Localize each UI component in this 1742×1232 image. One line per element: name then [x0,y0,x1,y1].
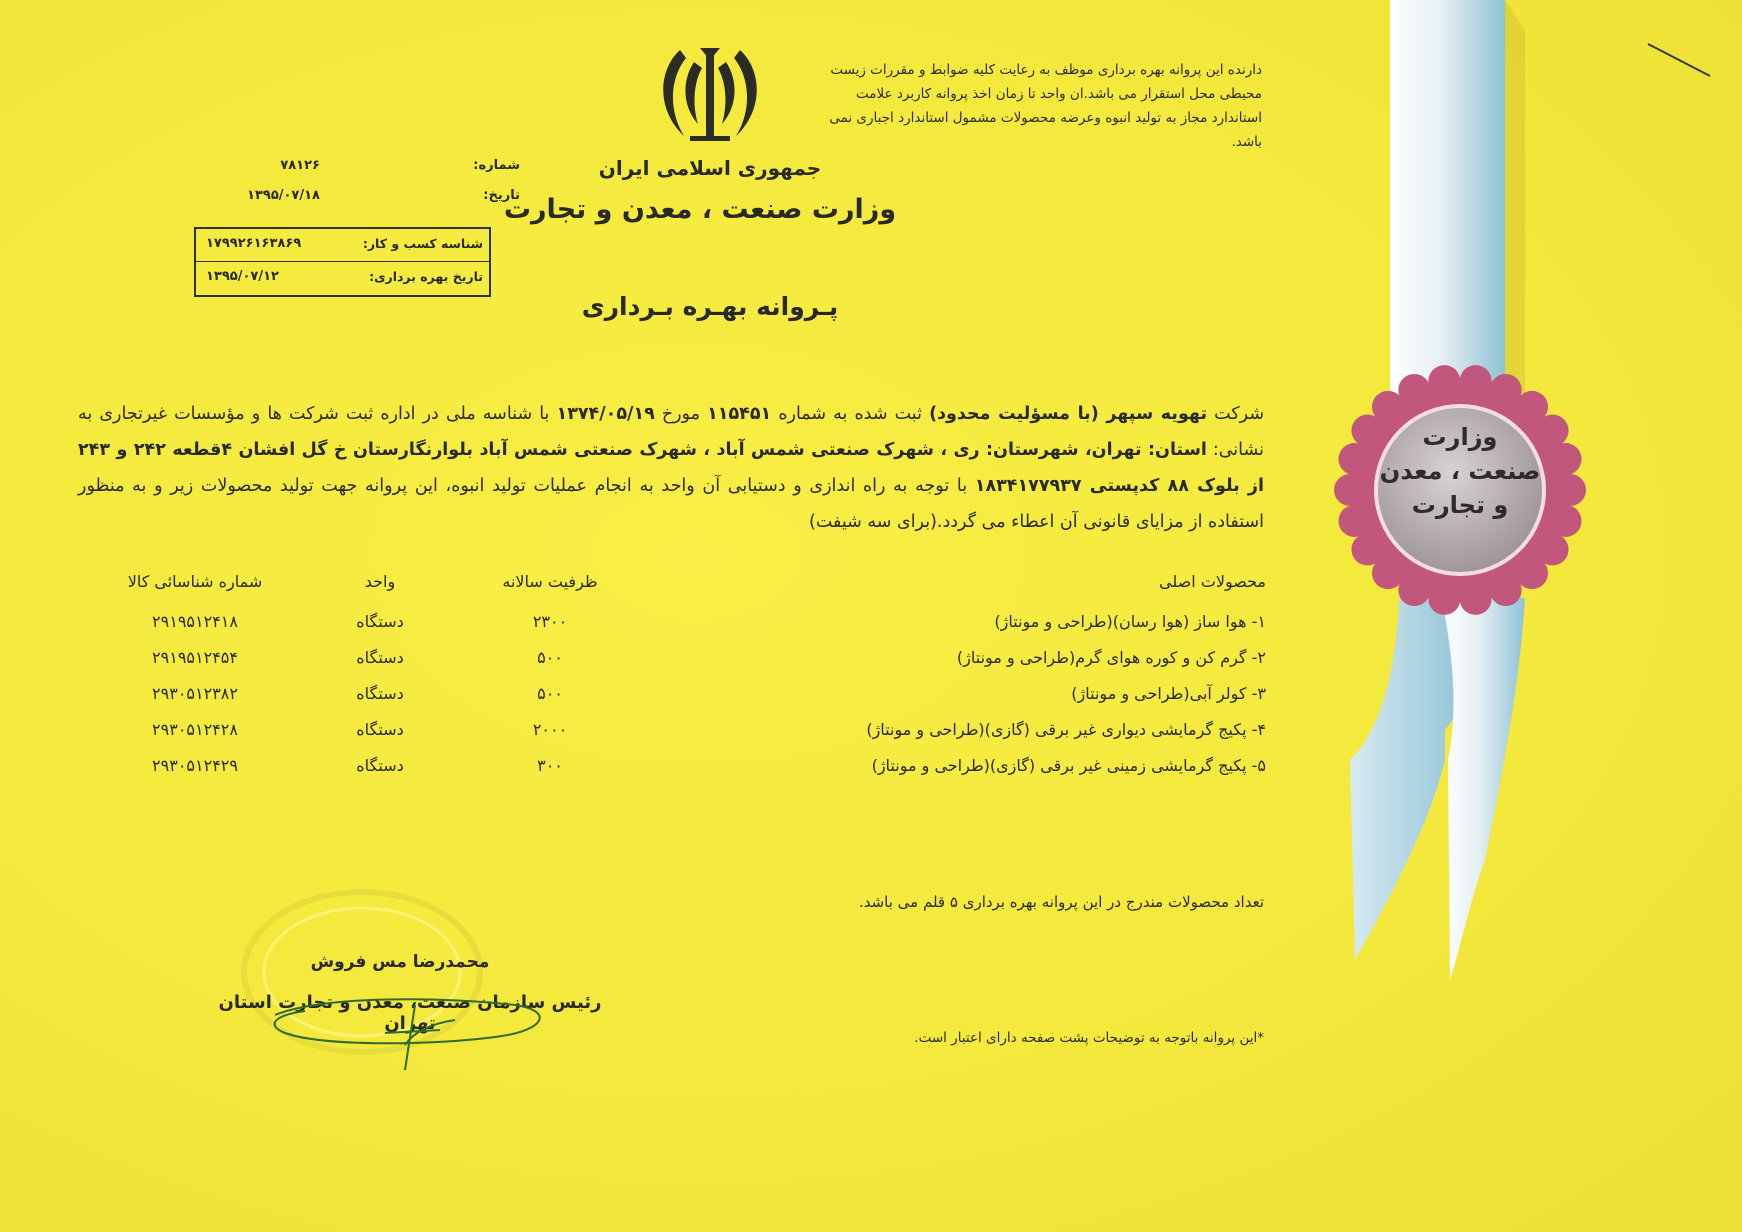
header-code: شماره شناسائی کالا [127,572,263,591]
number-label: شماره: [473,158,520,173]
header-unit: واحد [364,572,396,591]
pen-mark-icon [1640,30,1720,90]
row-capacity: ۲۳۰۰ [532,612,568,631]
row-product: ۳- کولر آبی(طراحی و مونتاژ) [1071,684,1266,703]
number-value: ۷۸۱۲۶ [280,158,320,173]
row-capacity: ۵۰۰ [537,684,563,703]
badge-line-3: و تجارت [1411,491,1509,519]
document-title: پـروانه بهـره بـرداری [581,292,839,321]
operation-date-label: تاریخ بهره برداری: [369,269,483,284]
handwritten-signature [265,975,565,1085]
validity-footnote: *این پروانه باتوجه به توضیحات پشت صفحه دارای اعتبار است. [914,1030,1264,1046]
row-product: ۲- گرم کن و کوره هوای گرم(طراحی و مونتاژ) [956,648,1266,667]
ministry-label: وزارت صنعت ، معدن و تجارت [503,194,897,225]
row-unit: دستگاه [356,612,404,631]
row-unit: دستگاه [356,684,404,703]
row-code: ۲۹۳۰۵۱۲۴۲۹ [152,756,238,775]
table-row [100,648,1266,684]
header-products: محصولات اصلی [1159,572,1266,591]
signatory-name: محمدرضا مس فروش [310,952,490,972]
row-capacity: ۳۰۰ [537,756,563,775]
row-unit: دستگاه [356,720,404,739]
badge-line-2: صنعت ، معدن [1379,457,1541,485]
badge-line-1: وزارت [1422,423,1498,451]
row-product: ۱- هوا ساز (هوا رسان)(طراحی و مونتاژ) [994,612,1266,631]
iran-emblem-icon [650,40,770,150]
row-code: ۲۹۱۹۵۱۲۴۵۴ [152,648,238,667]
license-body-text: شرکت تهویه سپهر (با مسؤلیت محدود) ثبت شده به شماره ۱۱۵۴۵۱ مورخ ۱۳۷۴/۰۵/۱۹ با شناسه ملی در اداره ثبت شرکت ها و مؤسسات غیرتجاری به نشانی: استان: تهران، شهرستان: ری ، شهرک صنعتی شمس آباد ، شهرک صنعتی شمس آباد بلوارنگارستان خ گل افشان ۴قطعه ۲۴۲ و ۲۴۳ از بلوک ۸۸ کدپستی ۱۸۳۴۱۷۷۹۳۷ با توجه به راه اندازی و دستیابی آن واحد به انجام عملیات تولید انبوه، این پروانه جهت تولید محصولات زیر و به منظور استفاده از مزایای قانونی آن اعطاء می گردد.(برای سه شیفت) [78,404,1264,532]
row-product: ۵- پکیج گرمایشی زمینی غیر برقی (گازی)(طراحی و مونتاژ) [871,756,1266,775]
row-capacity: ۵۰۰ [537,648,563,667]
date-label: تاریخ: [483,188,520,203]
row-code: ۲۹۳۰۵۱۲۳۸۲ [152,684,238,703]
registration-number: ۱۱۵۴۵۱ [707,404,772,424]
product-count-note: تعداد محصولات مندرج در این پروانه بهره برداری ۵ قلم می باشد. [858,893,1264,911]
business-id-value: ۱۷۹۹۲۶۱۶۳۸۶۹ [206,236,302,251]
republic-label: جمهوری اسلامی ایران [598,156,822,180]
header-capacity: ظرفیت سالانه [502,572,598,591]
reference-box [194,227,491,297]
business-id-label: شناسه کسب و کار: [362,236,483,251]
row-unit: دستگاه [356,756,404,775]
row-code: ۲۹۱۹۵۱۲۴۱۸ [152,612,238,631]
company-name: تهویه سپهر (با مسؤلیت محدود) [929,404,1208,424]
table-row [100,756,1266,792]
notice-text: دارنده این پروانه بهره برداری موظف به رعایت کلیه ضوابط و مقررات زیست محیطی محل استقرار می باشد.ان واحد تا زمان اخذ پروانه کاربرد علامت استاندارد مجاز به تولید انبوه وعرضه محصولات مشمول استاندارد اجباری نمی باشد. [829,62,1262,150]
products-table [100,572,1266,792]
badge-text [1360,420,1560,522]
signatory-title: رئیس سازمان صنعت، معدن و تجارت استان تهران [218,992,602,1034]
date-value: ۱۳۹۵/۰۷/۱۸ [247,188,320,203]
address: استان: تهران، شهرستان: ری ، شهرک صنعتی شمس آباد ، شهرک صنعتی شمس آباد بلوارنگارستان خ گل افشان ۴قطعه ۲۴۲ و ۲۴۳ از بلوک ۸۸ کدپستی ۱۸۳۴۱۷۷۹۳۷ [78,440,1264,496]
table-row [100,684,1266,720]
table-row [100,720,1266,756]
operation-date-value: ۱۳۹۵/۰۷/۱۲ [206,269,279,284]
table-header [100,572,1266,612]
row-product: ۴- پکیج گرمایشی دیواری غیر برقی (گازی)(طراحی و مونتاژ) [866,720,1266,739]
row-unit: دستگاه [356,648,404,667]
registration-date: ۱۳۷۴/۰۵/۱۹ [556,404,655,424]
row-code: ۲۹۳۰۵۱۲۴۲۸ [152,720,238,739]
table-row [100,612,1266,648]
row-capacity: ۲۰۰۰ [532,720,568,739]
